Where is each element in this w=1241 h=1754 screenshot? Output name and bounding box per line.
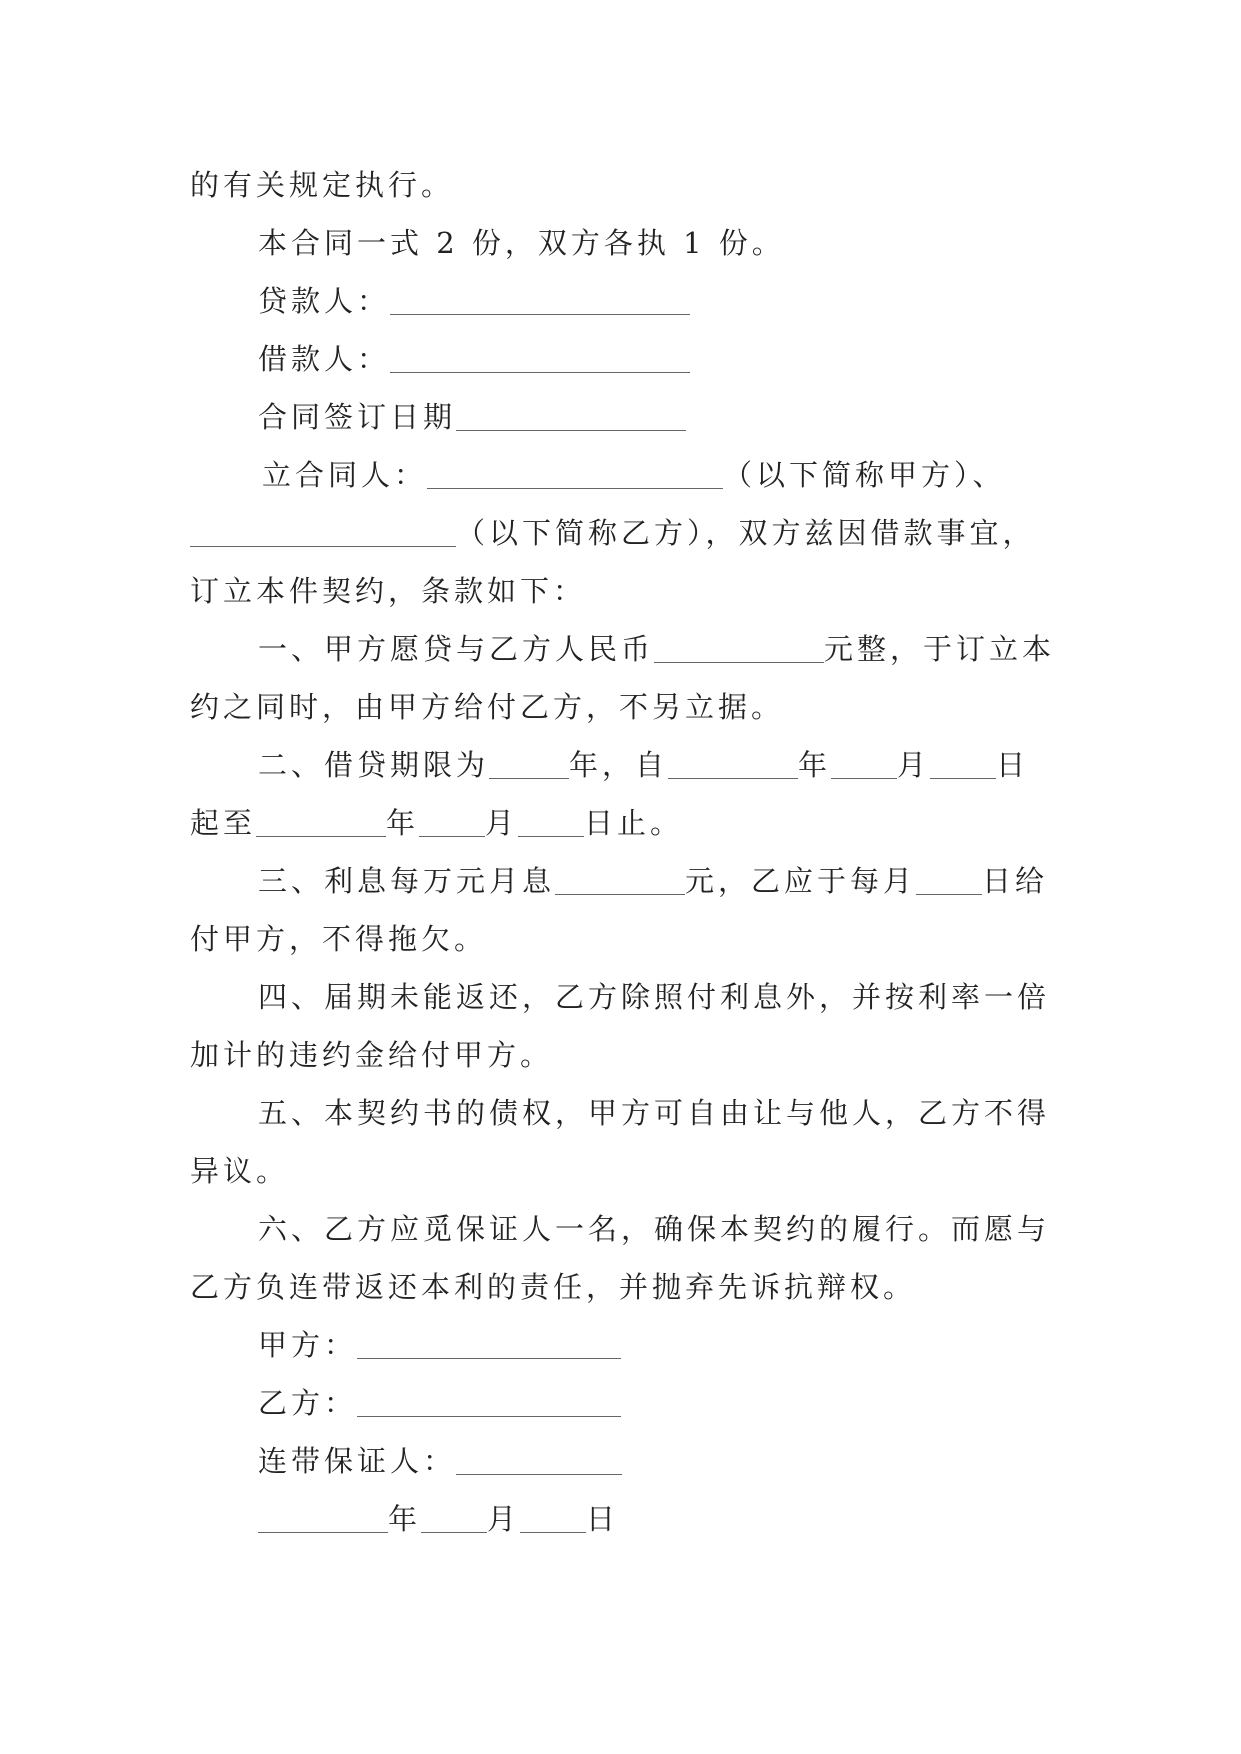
final-month-blank[interactable] — [421, 1502, 487, 1533]
start-month-blank[interactable] — [831, 748, 897, 779]
final-day-blank[interactable] — [520, 1502, 586, 1533]
term-years-blank[interactable] — [489, 748, 569, 779]
clause-5-line-1: 五、本契约书的债权，甲方可自由让与他人，乙方不得 — [258, 1096, 1051, 1130]
lender-blank[interactable] — [390, 284, 690, 315]
clause-3-line-1: 三、利息每万元月息 元，乙应于每月 日给 — [258, 864, 1049, 898]
sign-date-blank[interactable] — [456, 400, 686, 431]
party-b-sign-line: 乙方： — [258, 1381, 621, 1425]
clause-1-line-1: 一、甲方愿贷与乙方人民币 元整，于订立本 — [258, 632, 1056, 666]
clause-4-line-1: 四、届期未能返还，乙方除照付利息外，并按利率一倍 — [258, 980, 1051, 1014]
end-year-blank[interactable] — [256, 806, 386, 837]
clause-4-line-2: 加计的违约金给付甲方。 — [190, 1038, 554, 1072]
start-year-blank[interactable] — [668, 748, 798, 779]
party-b-sign-blank[interactable] — [357, 1386, 621, 1417]
pay-day-blank[interactable] — [916, 864, 982, 895]
clause-3-line-2: 付甲方，不得拖欠。 — [190, 922, 488, 956]
party-a-blank[interactable] — [427, 458, 723, 489]
end-day-blank[interactable] — [518, 806, 584, 837]
clause-6-line-1: 六、乙方应觅保证人一名，确保本契约的履行。而愿与 — [258, 1212, 1051, 1246]
guarantor-sign-line: 连带保证人： — [258, 1439, 622, 1483]
interest-blank[interactable] — [555, 864, 685, 895]
party-a-sign-blank[interactable] — [357, 1328, 621, 1359]
clause-2-line-2: 起至 年 月 日止。 — [190, 806, 684, 840]
lender-line: 贷款人： — [258, 279, 690, 323]
party-a-sign-line: 甲方： — [258, 1323, 621, 1367]
parties-line-2: （以下简称乙方），双方兹因借款事宜， — [190, 511, 1036, 555]
parties-line-1: 立合同人： （以下简称甲方）、 — [262, 458, 1006, 492]
clause-5-line-2: 异议。 — [190, 1154, 290, 1188]
party-b-blank[interactable] — [190, 516, 456, 547]
sign-date-line: 合同签订日期 — [258, 395, 686, 439]
paragraph-tail: 的有关规定执行。 — [190, 168, 455, 202]
amount-blank[interactable] — [654, 632, 824, 663]
guarantor-sign-blank[interactable] — [456, 1444, 622, 1475]
borrower-blank[interactable] — [390, 342, 690, 373]
borrower-line: 借款人： — [258, 337, 690, 381]
copies-clause: 本合同一式 2 份，双方各执 1 份。 — [258, 226, 785, 260]
parties-line-3: 订立本件契约，条款如下： — [190, 574, 587, 608]
end-month-blank[interactable] — [419, 806, 485, 837]
clause-6-line-2: 乙方负连带返还本利的责任，并抛弃先诉抗辩权。 — [190, 1270, 917, 1304]
start-day-blank[interactable] — [930, 748, 996, 779]
final-year-blank[interactable] — [258, 1502, 388, 1533]
final-date-line: 年 月 日 — [258, 1497, 619, 1541]
clause-2-line-1: 二、借贷期限为 年，自 年 月 日 — [258, 748, 1030, 782]
clause-1-line-2: 约之同时，由甲方给付乙方，不另立据。 — [190, 690, 785, 724]
